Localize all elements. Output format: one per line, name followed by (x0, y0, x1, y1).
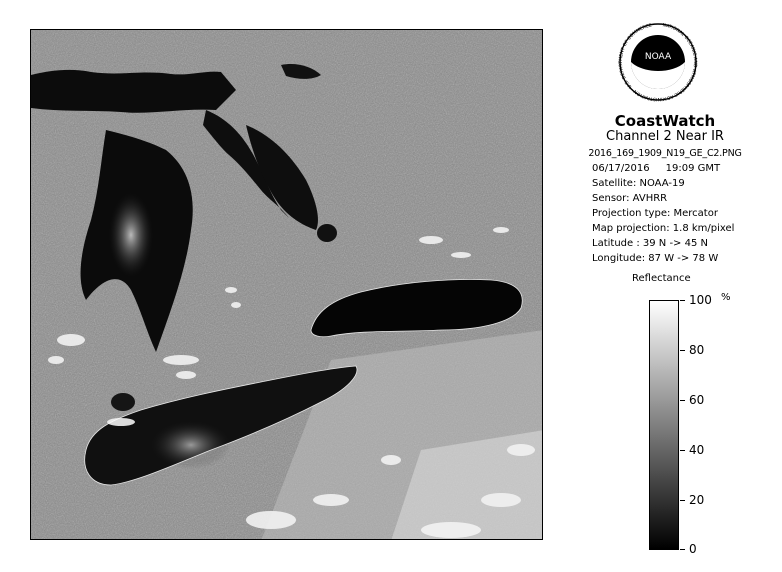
time-label: 19:09 GMT (665, 163, 721, 174)
scale-tick (680, 400, 685, 401)
latitude-label: Latitude : 39 N -> 45 N (592, 238, 708, 249)
date-label: 06/17/2016 (592, 163, 650, 174)
longitude-label: Longitude: 87 W -> 78 W (592, 253, 719, 264)
channel-label: Channel 2 Near IR (606, 129, 724, 144)
scale-title: Reflectance (632, 273, 691, 284)
logo-center-text: NOAA (644, 52, 672, 62)
scale-tick-label: 80 (689, 343, 705, 357)
scale-tick (680, 450, 685, 451)
scale-tick (680, 549, 685, 550)
logo-ring-text: NATIONAL OCEANIC AND ATMOSPHERIC ADMINISTRATION · U.S. DEPARTMENT OF COMMERCE (618, 23, 697, 102)
satellite-image-canvas (31, 30, 543, 540)
lake-superior (31, 70, 236, 113)
scale-tick (680, 350, 685, 351)
sensor-label: Sensor: AVHRR (592, 193, 668, 204)
reflectance-colorbar (649, 300, 679, 550)
scale-tick-label: 40 (689, 443, 705, 457)
filename-label: 2016_169_1909_N19_GE_C2.PNG (588, 148, 742, 159)
scale-tick-label: 100 (689, 293, 712, 307)
satellite-label: Satellite: NOAA-19 (592, 178, 685, 189)
scale-unit: % (721, 292, 731, 303)
projection-type-label: Projection type: Mercator (592, 208, 718, 219)
scale-tick-label: 60 (689, 393, 705, 407)
date-time-row (592, 162, 720, 176)
satellite-image (30, 29, 543, 540)
scale-tick (680, 300, 685, 301)
noaa-logo (618, 18, 698, 110)
scale-tick-label: 0 (689, 542, 697, 556)
brand-title: CoastWatch (614, 112, 716, 130)
scale-tick (680, 500, 685, 501)
scale-tick-label: 20 (689, 493, 705, 507)
map-projection-label: Map projection: 1.8 km/pixel (592, 223, 735, 234)
